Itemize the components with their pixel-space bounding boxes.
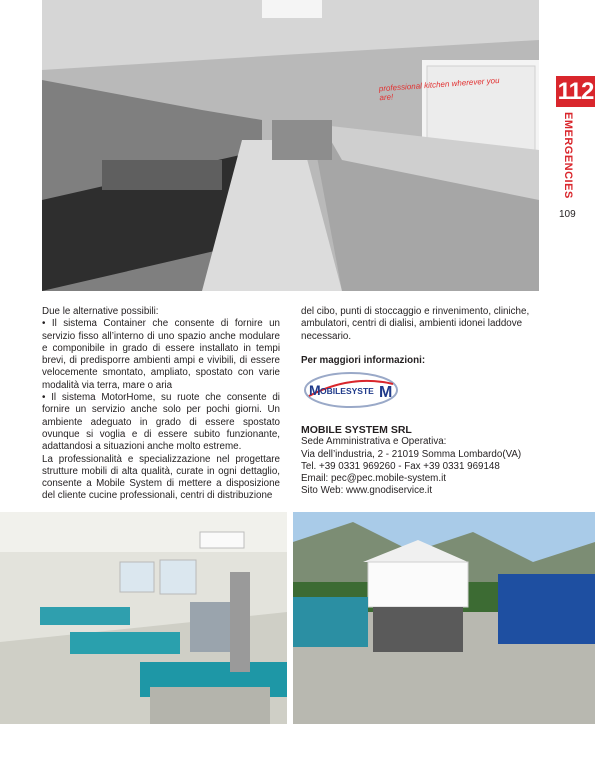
email-line: Email: pec@pec.mobile-system.it <box>301 473 446 485</box>
paragraph: La professionalità e specializzazione nel progettare strutture mobili di alta qualità, curate in ogni dettaglio, consente a Mobile System di mettere a disposizione del cliente cucine professionali, centri di distribuzione <box>42 453 280 502</box>
contact-block <box>301 424 551 498</box>
address-line: Via dell’industria, 2 - 21019 Somma Lombardo(VA) <box>301 448 522 460</box>
brand-word <box>560 112 576 208</box>
right-text-column <box>301 306 541 367</box>
paragraph: • Il sistema MotorHome, su ruote che consente di fornire un servizio anche solo per pochi giorni. Un ambiente adeguato in grado di essere spostato ovunque si voglia e di essere subito funzionante, adattandosi a situazioni anche molto estreme. <box>42 392 280 453</box>
company-name: MOBILE SYSTEM SRL <box>301 424 412 436</box>
address-line: Sede Amministrativa e Operativa: <box>301 436 447 448</box>
left-text-column <box>42 306 280 503</box>
kitchen-illustration <box>42 0 539 291</box>
logo-graphic <box>301 370 401 410</box>
mobile-system-logo <box>301 370 401 410</box>
brand-strip <box>556 76 595 226</box>
field-camp-illustration <box>293 512 595 724</box>
phone-line: Tel. +39 0331 969260 - Fax +39 0331 969148 <box>301 460 500 472</box>
hospital-illustration <box>0 512 287 724</box>
info-title: Per maggiori informazioni: <box>301 354 426 366</box>
field-camp-photo <box>293 512 595 724</box>
website-line: Sito Web: www.gnodiservice.it <box>301 485 433 497</box>
logo-letter-m: M <box>309 382 321 398</box>
hospital-photo <box>0 512 287 724</box>
brand-word-text: EMERGENCIES <box>562 112 574 199</box>
brand-number: 112 <box>557 78 594 105</box>
paragraph: Due le alternative possibili: <box>42 306 159 317</box>
page-number: 109 <box>559 209 576 220</box>
kitchen-photo <box>42 0 539 291</box>
paragraph: del cibo, punti di stoccaggio e rinvenimento, cliniche, ambulatori, centri di dialisi, ambienti idonei laddove necessario. <box>301 306 530 342</box>
logo-word: OBILESYSTE <box>320 386 374 396</box>
kitchen-banner-text: professional kitchen wherever you are! <box>378 75 500 103</box>
logo-letter-m-end: M <box>379 384 393 401</box>
paragraph: • Il sistema Container che consente di fornire un servizio fisso all’interno di uno spazio anche modulare e componibile in grado di essere installato in tempi brevi, di predisporre ambienti ampi e vivibili, di essere velocemente smontato, ampliato, spostato con varie modalità via terra, mare o aria <box>42 318 280 391</box>
